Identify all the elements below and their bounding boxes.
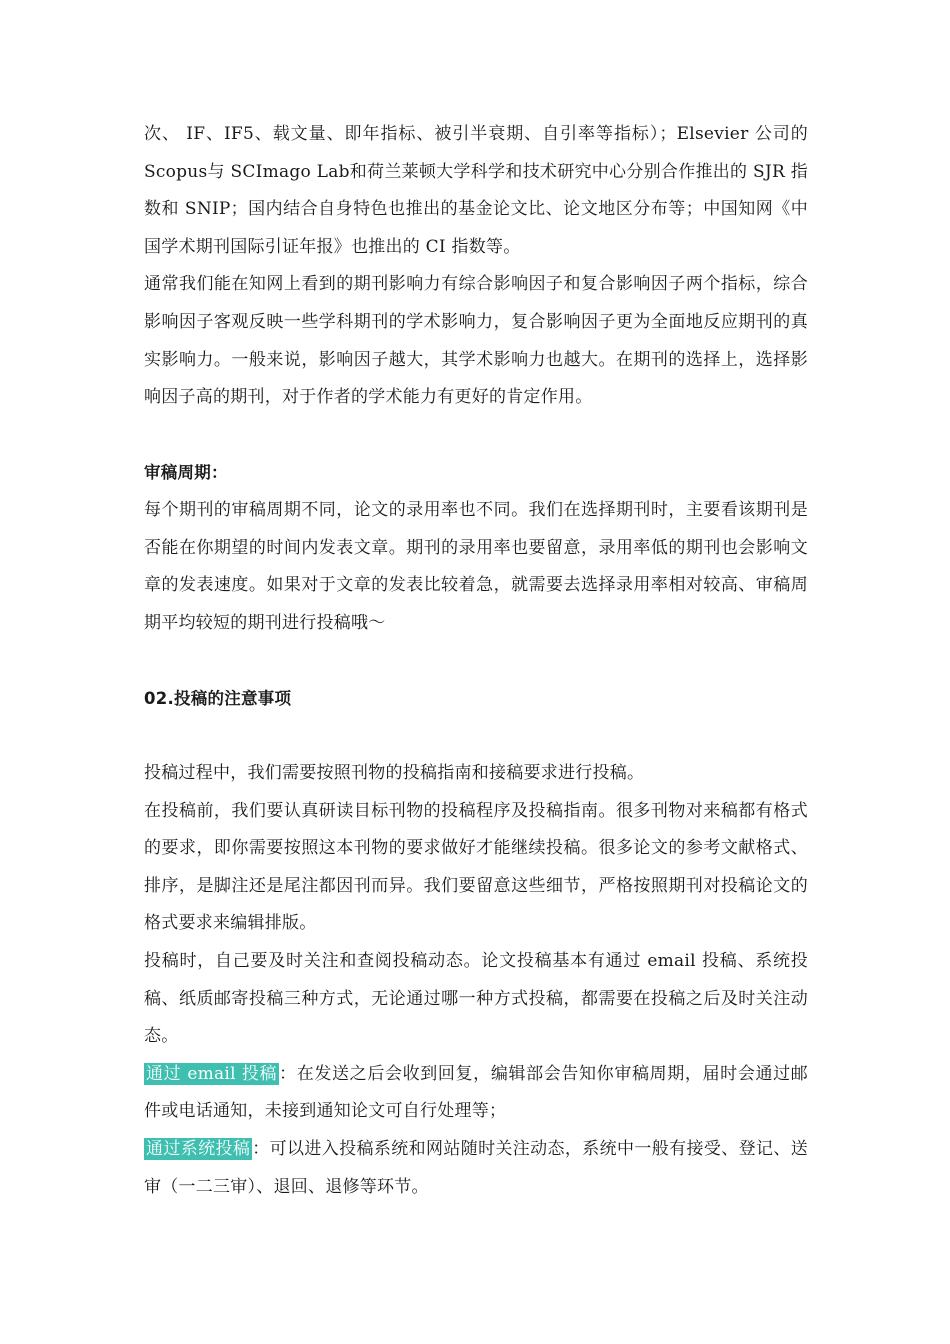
section-2-paragraph-1: 投稿过程中，我们需要按照刊物的投稿指南和接稿要求进行投稿。 [144, 763, 645, 784]
system-submission-label: 通过系统投稿 [146, 1139, 251, 1160]
system-submission-text: ：可以进入投稿系统和网站随时关注动态，系统中一般有接受、登记、送审（一二三审）、退回、退修等环节。 [144, 1139, 809, 1197]
section-2-paragraph-3: 投稿时，自己要及时关注和查阅投稿动态。论文投稿基本有通过 email 投稿、系统投稿、纸质邮寄投稿三种方式，无论通过哪一种方式投稿，都需要在投稿之后及时关注动态。 [144, 951, 808, 1047]
section-2-heading: 02.投稿的注意事项 [144, 688, 292, 708]
spacer [144, 417, 808, 455]
email-submission-text: ：在发送之后会收到回复，编辑部会告知你审稿周期，届时会通过邮件或电话通知，未接到通知论文可自行处理等； [144, 1063, 809, 1122]
review-period-heading: 审稿周期： [144, 463, 228, 483]
spacer [144, 642, 808, 680]
system-submission-paragraph [144, 1131, 808, 1206]
email-submission-label: 通过 email 投稿 [146, 1063, 278, 1084]
intro-paragraph-2: 通常我们能在知网上看到的期刊影响力有综合影响因子和复合影响因子两个指标，综合影响因子客观反映一些学科期刊的学术影响力，复合影响因子更为全面地反应期刊的真实影响力。一般来说，影响因子越大，其学术影响力也越大。在期刊的选择上，选择影响因子高的期刊，对于作者的学术能力有更好的肯定作用。 [144, 274, 808, 408]
review-period-paragraph: 每个期刊的审稿周期不同，论文的录用率也不同。我们在选择期刊时，主要看该期刊是否能在你期望的时间内发表文章。期刊的录用率也要留意，录用率低的期刊也会影响文章的发表速度。如果对于文章的发表比较着急，就需要去选择录用率相对较高、审稿周期平均较短的期刊进行投稿哦～ [144, 499, 808, 633]
email-submission-paragraph [144, 1056, 808, 1131]
intro-paragraph-1: 次、 IF、IF5、载文量、即年指标、被引半衰期、自引率等指标）；Elsevier 公司的Scopus与 SCImago Lab和荷兰莱顿大学科学和技术研究中心分别合作推出的 SJR 指数和 SNIP；国内结合自身特色也推出的基金论文比、论文地区分布等；中国知网《中国学术期刊国际引证年报》也推出的 CI 指数等。 [144, 124, 808, 257]
section-2-paragraph-2: 在投稿前，我们要认真研读目标刊物的投稿程序及投稿指南。很多刊物对来稿都有格式的要求，即你需要按照这本刊物的要求做好才能继续投稿。很多论文的参考文献格式、排序，是脚注还是尾注都因刊而异。我们要留意这些细节，严格按照期刊对投稿论文的格式要求来编辑排版。 [144, 800, 808, 934]
spacer [144, 718, 808, 756]
document-body [144, 116, 808, 1206]
